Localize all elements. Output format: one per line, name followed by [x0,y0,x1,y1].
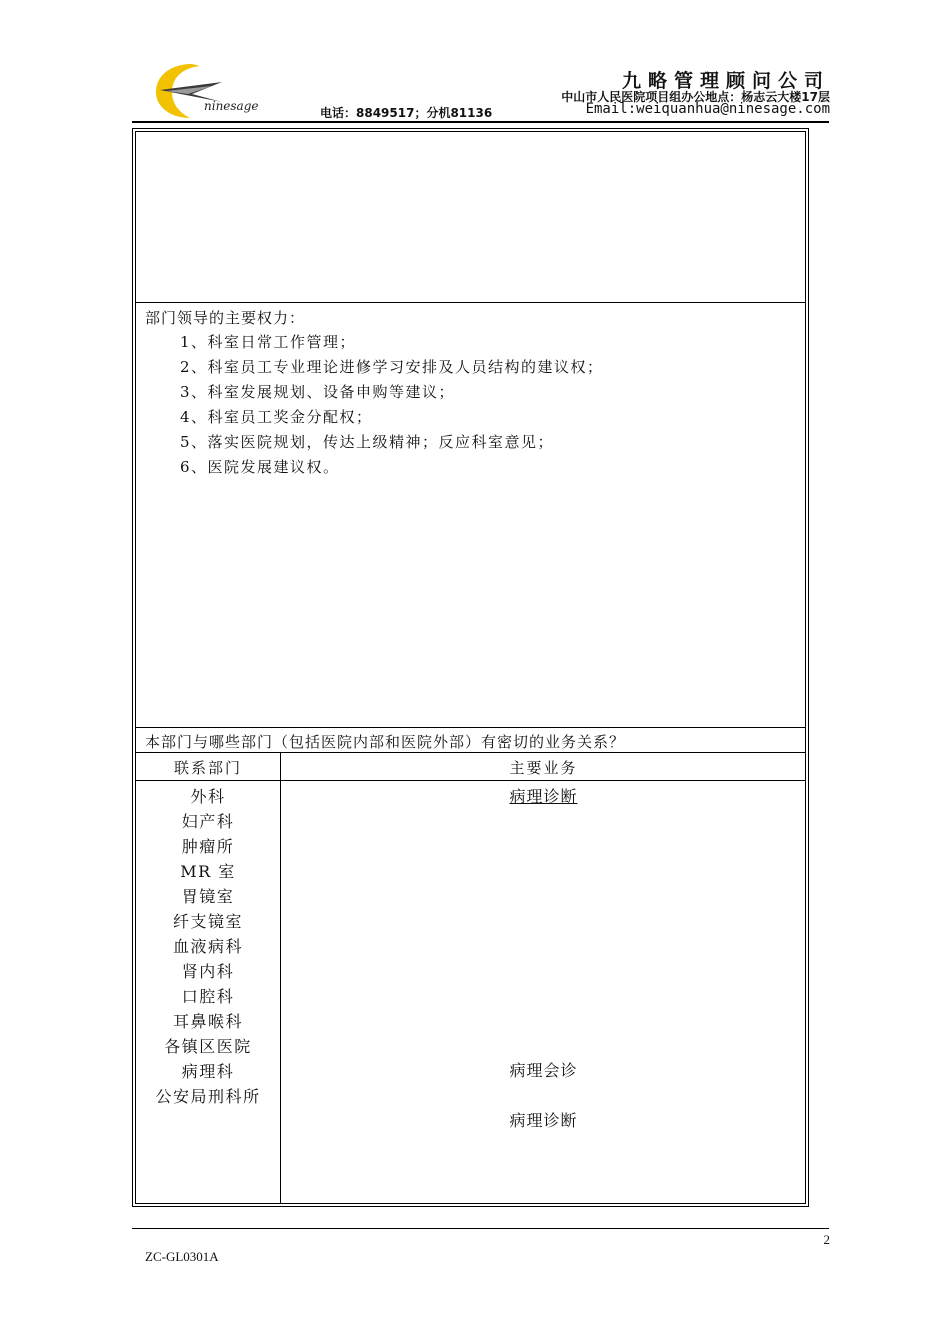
power-item: 6、医院发展建议权。 [180,458,340,476]
power-item: 5、落实医院规划，传达上级精神；反应科室意见； [180,433,555,451]
powers-title: 部门领导的主要权力： [145,309,306,327]
department-list [136,784,280,1109]
department-item: 肿瘤所 [181,837,235,856]
section-divider-powers [135,302,806,303]
power-item: 1、科室日常工作管理； [180,333,357,351]
power-item: 4、科室员工奖金分配权； [180,408,373,426]
department-item: 耳鼻喉科 [172,1012,243,1031]
relations-column-divider [280,752,281,1203]
business-item-diagnosis-external: 病理诊断 [509,1111,578,1130]
header-rule [132,121,829,123]
power-item: 3、科室发展规划、设备申购等建议； [180,383,456,401]
section-divider-relations [135,727,806,728]
department-item: 病理科 [181,1062,235,1081]
department-item: 口腔科 [181,987,235,1006]
office-address: 中山市人民医院项目组办公地点：杨志云大楼17层 [561,90,830,104]
department-item: 血液病科 [172,937,243,956]
department-item: 胃镜室 [181,887,235,906]
department-item: 妇产科 [181,812,235,831]
company-logo [152,60,272,122]
relations-question: 本部门与哪些部门（包括医院内部和医院外部）有密切的业务关系？ [145,733,626,751]
business-item-consultation: 病理会诊 [509,1061,578,1080]
department-item: 外科 [190,787,226,806]
department-item: MR 室 [180,862,236,881]
business-text: 病理诊断 [509,787,578,806]
relations-header-top [135,752,806,753]
footer-rule [132,1228,829,1229]
department-item: 纤支镜室 [172,912,243,931]
company-name: 九略管理顾问公司 [621,70,830,92]
business-item-diagnosis [281,784,806,807]
column-header-business: 主要业务 [509,759,578,777]
document-code: ZC-GL0301A [145,1249,219,1264]
page-number: 2 [823,1232,830,1247]
department-item: 各镇区医院 [164,1037,252,1056]
power-item: 2、科室员工专业理论进修学习安排及人员结构的建议权； [180,358,604,376]
department-item: 肾内科 [181,962,235,981]
phone-number: 电话：8849517；分机81136 [320,106,493,120]
powers-list [180,330,604,480]
email-address: Email:weiquanhua@ninesage.com [585,101,830,117]
department-item: 公安局刑科所 [155,1087,261,1106]
relations-header-bottom [135,780,806,781]
column-header-dept: 联系部门 [173,759,242,777]
logo-text: ninesage [204,99,259,113]
